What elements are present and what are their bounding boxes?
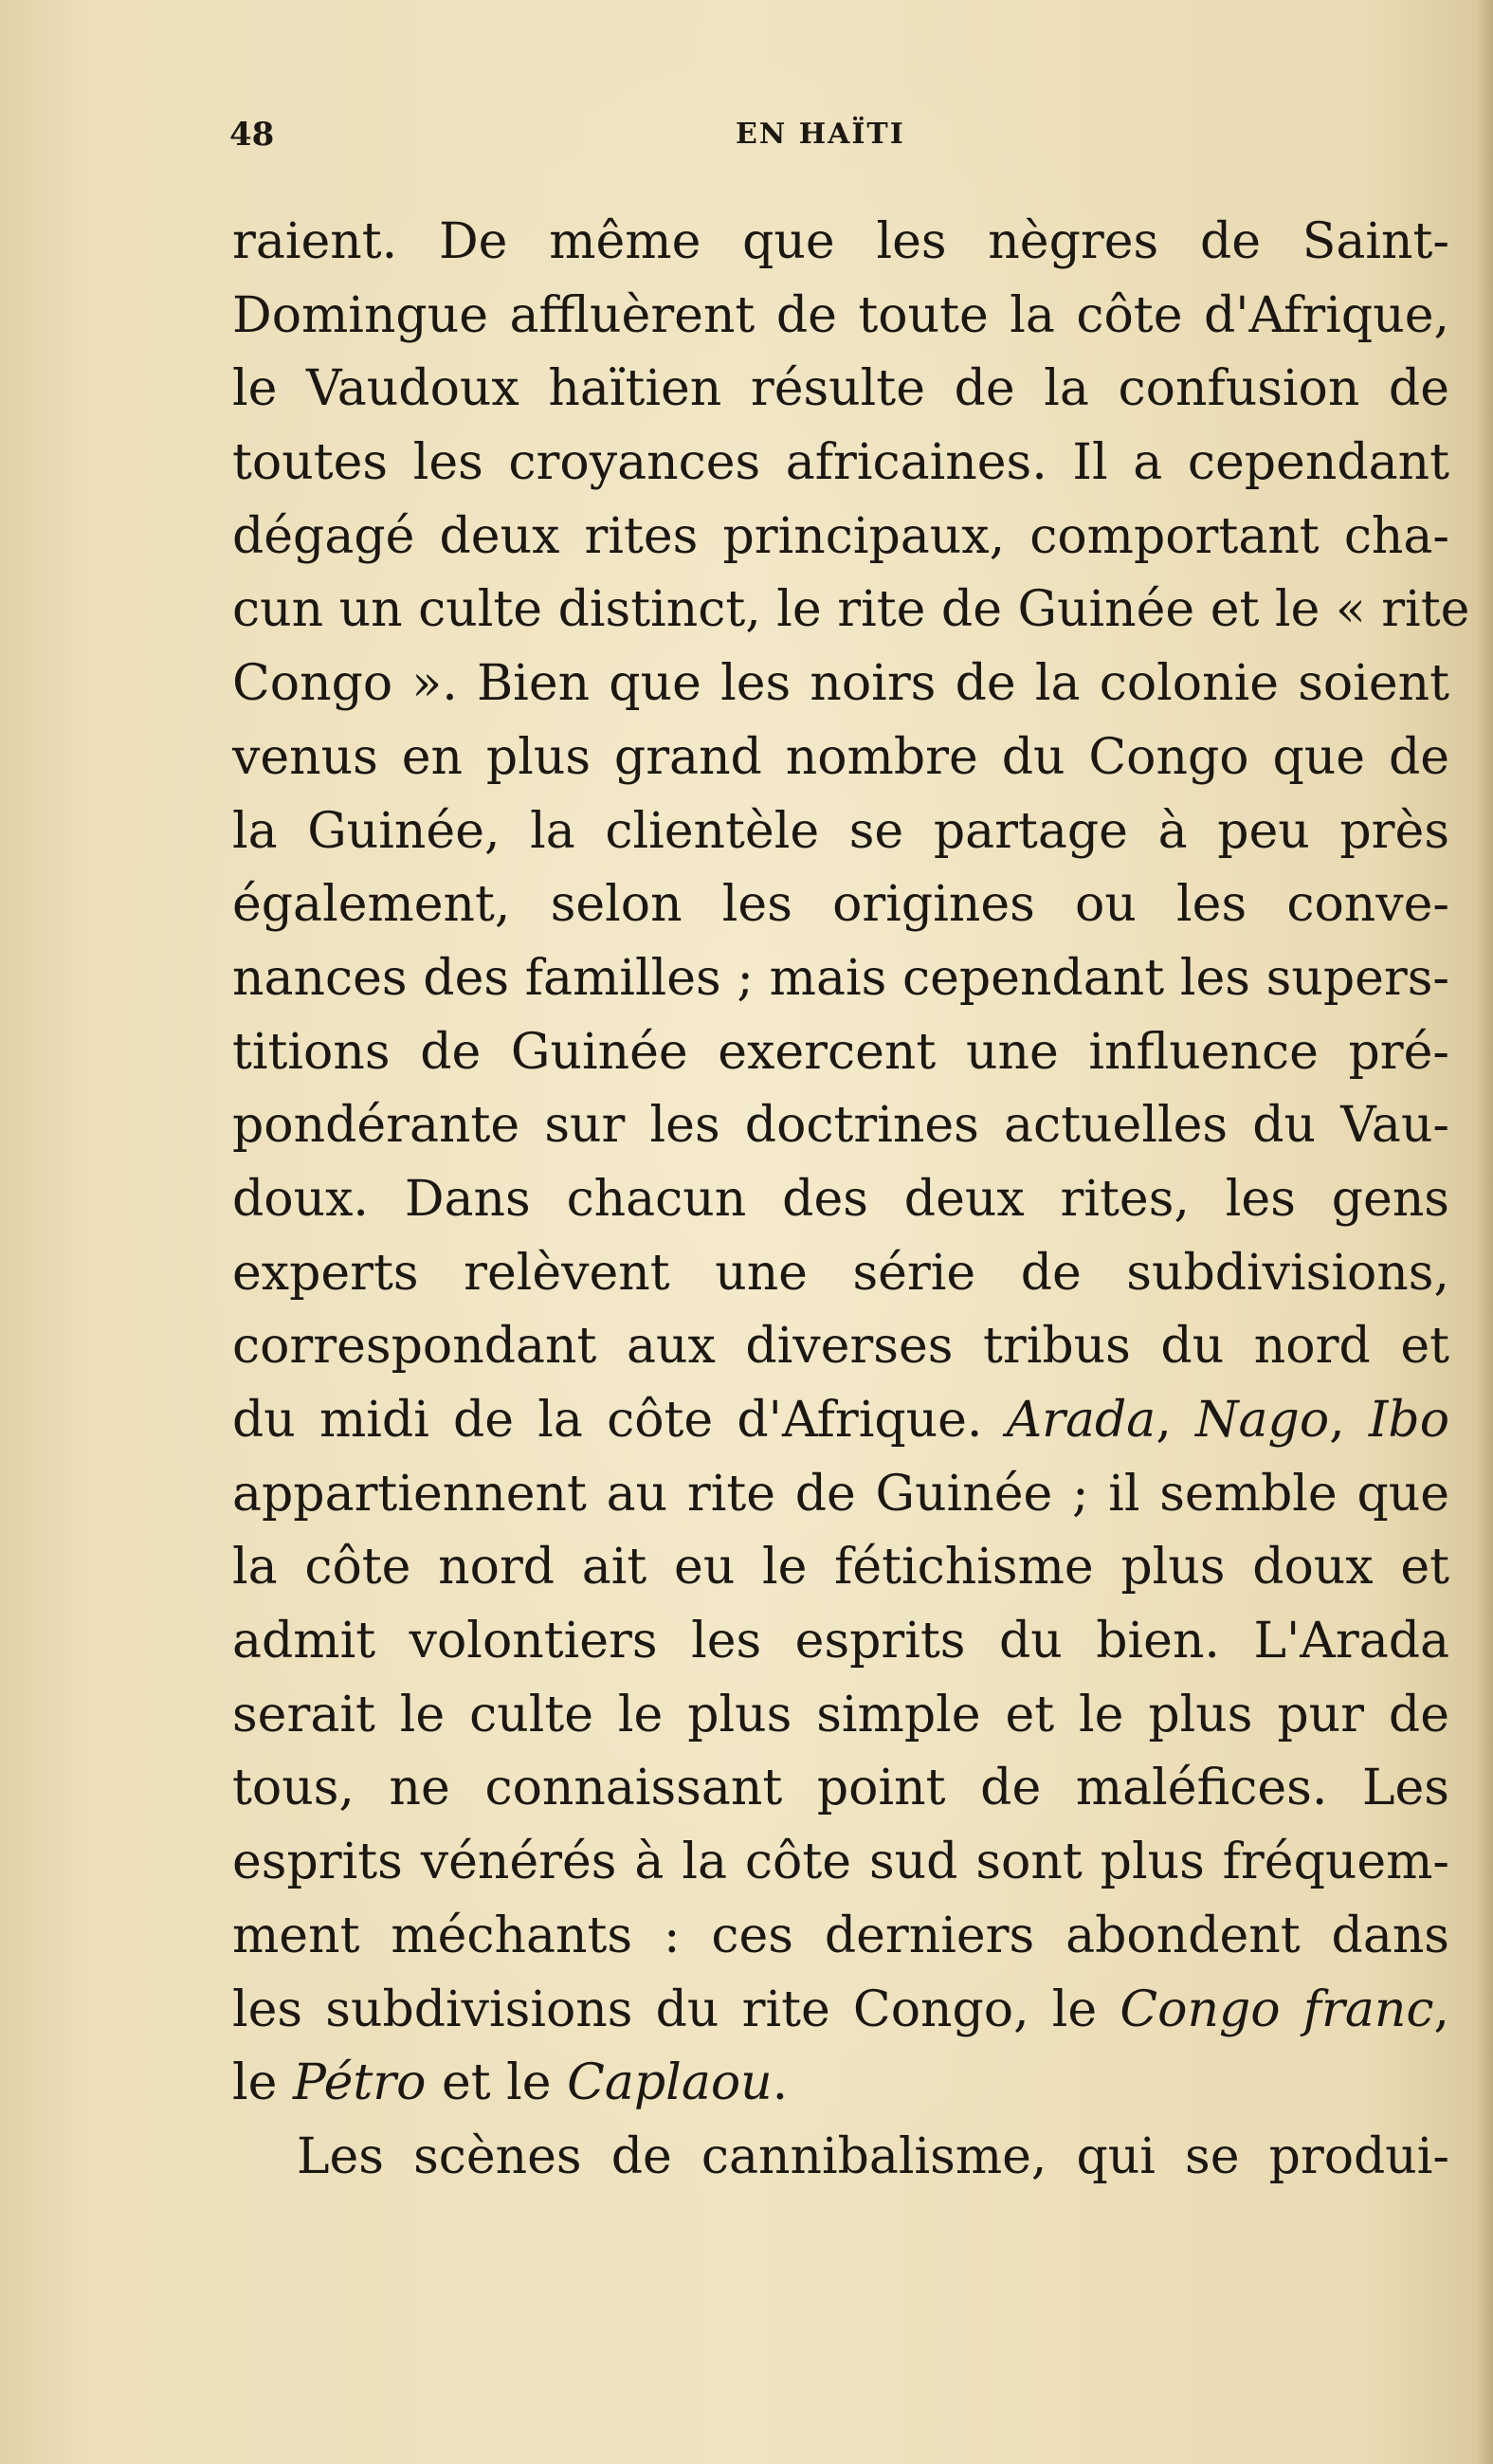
text-line: raient. De même que les nègres de Saint- bbox=[232, 213, 1449, 270]
text-line: appartiennent au rite de Guinée ; il semble que bbox=[232, 1465, 1449, 1523]
italic-term: Caplaou bbox=[567, 2054, 773, 2112]
text-line: titions de Guinée exercent une influence pré- bbox=[232, 1023, 1449, 1081]
italic-term: Arada bbox=[1006, 1392, 1156, 1449]
text-line-with-italics: du midi de la côte d'Afrique. Arada, Nago, Ibo bbox=[232, 1392, 1449, 1449]
italic-term: Pétro bbox=[292, 2054, 427, 2112]
page-number: 48 bbox=[229, 116, 275, 154]
page-header bbox=[229, 116, 1448, 163]
italic-term: Congo franc bbox=[1120, 1980, 1434, 2038]
text-line: tous, ne connaissant point de maléfices. Les bbox=[232, 1760, 1449, 1817]
paragraph-first-line: Les scènes de cannibalisme, qui se produi- bbox=[297, 2127, 1449, 2185]
page-edge-shadow bbox=[1476, 0, 1493, 2464]
text-line: esprits vénérés à la côte sud sont plus fréquem- bbox=[232, 1834, 1449, 1891]
text-line: experts relèvent une série de subdivisions, bbox=[232, 1244, 1449, 1302]
text-line: admit volontiers les esprits du bien. L'Arada bbox=[232, 1613, 1449, 1670]
text-line: la côte nord ait eu le fétichisme plus doux et bbox=[232, 1539, 1449, 1597]
text-line: pondérante sur les doctrines actuelles du Vau- bbox=[232, 1097, 1449, 1155]
text-line-with-italics: les subdivisions du rite Congo, le Congo franc, bbox=[232, 1980, 1449, 2038]
running-head: EN HAÏTI bbox=[736, 118, 905, 151]
text-line: toutes les croyances africaines. Il a cependant bbox=[232, 434, 1449, 492]
text-line: Congo ». Bien que les noirs de la colonie soient bbox=[232, 655, 1449, 713]
text-line: doux. Dans chacun des deux rites, les gens bbox=[232, 1170, 1449, 1228]
italic-term: Nago bbox=[1195, 1392, 1330, 1449]
text-line: dégagé deux rites principaux, comportant cha- bbox=[232, 507, 1449, 565]
text-line: la Guinée, la clientèle se partage à peu près bbox=[232, 802, 1449, 860]
text-line: ment méchants : ces derniers abondent dans bbox=[232, 1907, 1449, 1964]
body-text bbox=[232, 206, 1470, 2195]
text-line: serait le culte le plus simple et le plus pur de bbox=[232, 1686, 1449, 1743]
text-line: correspondant aux diverses tribus du nord et bbox=[232, 1318, 1449, 1376]
text-line: le Vaudoux haïtien résulte de la confusion de bbox=[232, 360, 1449, 418]
text-line: Domingue affluèrent de toute la côte d'Afrique, bbox=[232, 286, 1449, 344]
text-line-with-italics: le Pétro et le Caplaou. bbox=[232, 2054, 789, 2112]
italic-term: Ibo bbox=[1368, 1392, 1449, 1449]
text-line: nances des familles ; mais cependant les supers- bbox=[232, 949, 1449, 1007]
text-line: venus en plus grand nombre du Congo que de bbox=[232, 728, 1449, 786]
text-line: cun un culte distinct, le rite de Guinée et le « rite bbox=[232, 581, 1470, 639]
text-line: également, selon les origines ou les conve- bbox=[232, 876, 1449, 934]
